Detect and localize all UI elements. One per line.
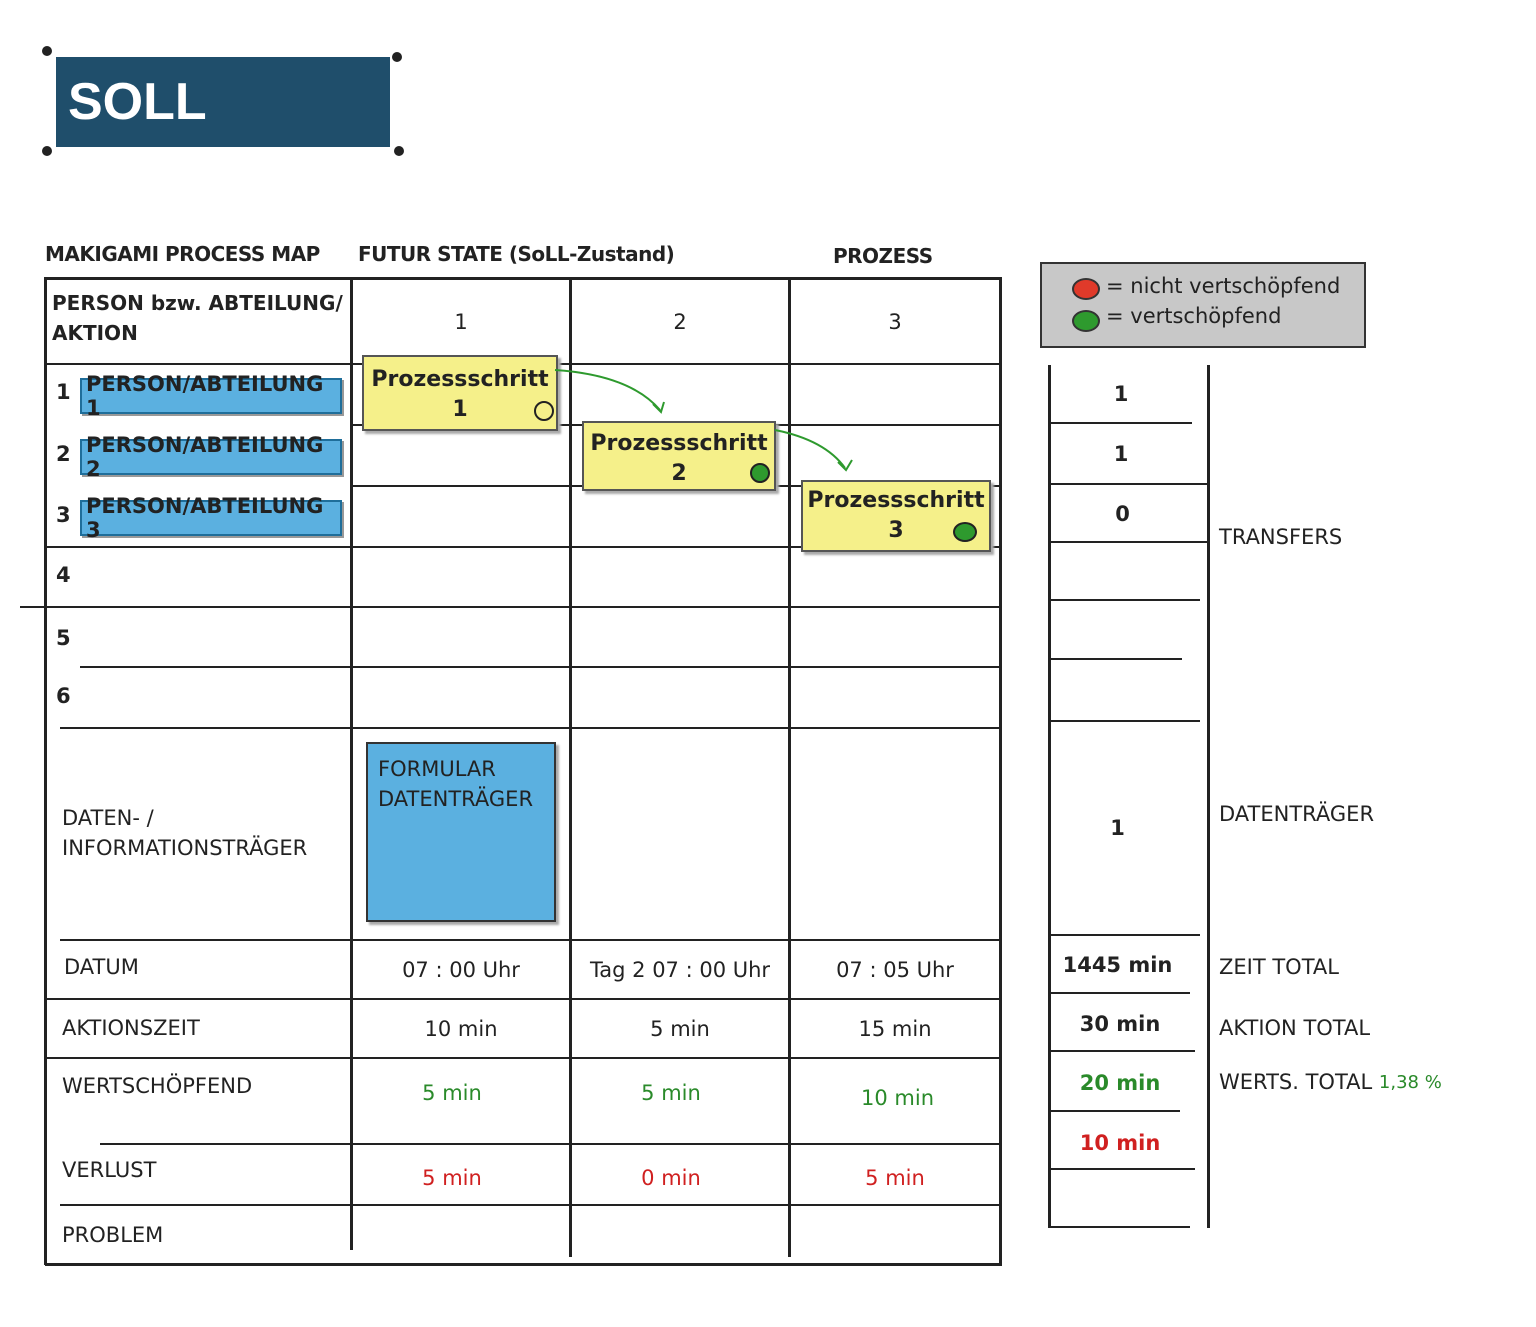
verlust-value: 5 min: [422, 1165, 482, 1190]
map-title: MAKIGAMI PROCESS MAP: [45, 242, 320, 266]
wertschoepfend-value: 5 min: [641, 1080, 701, 1105]
datum-value: 07 : 00 Uhr: [402, 957, 520, 982]
row-number: 3: [56, 503, 71, 527]
process-step-1: [362, 355, 558, 431]
legend: [1040, 262, 1366, 348]
aktionszeit-label: AKTIONSZEIT: [62, 1016, 200, 1040]
datentraeger-label: DATENTRÄGER: [1219, 802, 1375, 826]
wertschoepfend-value: 10 min: [861, 1085, 934, 1110]
arrow-step2-to-step3: [775, 430, 845, 468]
flow-arrows: [540, 360, 860, 480]
green-dot-icon: [1072, 310, 1100, 332]
column-header: 1: [454, 309, 468, 334]
step-label: Prozessschritt: [807, 488, 985, 513]
werts-percent: 1,38 %: [1378, 1071, 1442, 1093]
row-number: 5: [56, 626, 71, 650]
verlust-value: 5 min: [865, 1165, 925, 1190]
step-number: 3: [888, 518, 904, 543]
process-step-3: [801, 480, 991, 552]
state-title: FUTUR STATE (SoLL-Zustand): [358, 242, 675, 266]
aktionszeit-value: 5 min: [650, 1016, 710, 1041]
row-number: 1: [56, 380, 71, 404]
form-data-carrier-note: FORMULAR DATENTRÄGER: [366, 742, 556, 922]
aktion-total-label: AKTION TOTAL: [1219, 1016, 1371, 1040]
person-label: PERSON/ABTEILUNG 2: [80, 439, 342, 475]
row-number: 6: [56, 684, 71, 708]
zeit-total-value: 1445 min: [1062, 952, 1173, 977]
datum-value: 07 : 05 Uhr: [836, 957, 954, 982]
row-number: 4: [56, 563, 71, 587]
aktionszeit-value: 15 min: [858, 1016, 932, 1041]
step-number: 1: [452, 397, 468, 422]
werts-total-value: 20 min: [1079, 1070, 1161, 1095]
datum-value: Tag 2 07 : 00 Uhr: [589, 957, 771, 982]
arrow-step1-to-step2: [555, 370, 660, 410]
step-label: Prozessschritt: [371, 367, 549, 392]
person-label: PERSON/ABTEILUNG 3: [80, 500, 342, 536]
column-header: 2: [673, 309, 687, 334]
legend-red-label: = nicht vertschöpfend: [1106, 274, 1341, 298]
person-label: PERSON/ABTEILUNG 1: [80, 378, 342, 414]
transfer-value: 0: [1115, 501, 1130, 526]
datum-label: DATUM: [64, 955, 139, 979]
process-title: PROZESS: [833, 244, 933, 268]
green-circle-icon: [953, 522, 977, 542]
wertschoepfend-value: 5 min: [422, 1080, 482, 1105]
data-carrier-label: DATEN- / INFORMATIONSTRÄGER: [62, 806, 308, 860]
corner-label: PERSON bzw. ABTEILUNG/ AKTION: [52, 291, 343, 345]
transfers-label: TRANSFERS: [1219, 525, 1343, 549]
aktionszeit-value: 10 min: [424, 1016, 498, 1041]
werts-total-text: WERTS. TOTAL: [1219, 1070, 1373, 1094]
aktion-total-value: 30 min: [1079, 1011, 1161, 1036]
page-title: SOLL: [56, 57, 390, 147]
legend-green-label: = vertschöpfend: [1106, 304, 1282, 328]
step-number: 2: [671, 461, 687, 486]
pin-icon: [42, 46, 52, 56]
verlust-value: 0 min: [641, 1165, 701, 1190]
pin-icon: [392, 52, 402, 62]
pin-icon: [42, 146, 52, 156]
datentraeger-value: 1: [1110, 815, 1125, 840]
row-number: 2: [56, 442, 71, 466]
werts-total-label: [1219, 1070, 1442, 1094]
transfer-value: 1: [1113, 442, 1129, 466]
red-dot-icon: [1072, 278, 1100, 300]
verlust-label: VERLUST: [62, 1158, 157, 1182]
zeit-total-label: ZEIT TOTAL: [1219, 955, 1339, 979]
pin-icon: [394, 146, 404, 156]
verlust-total-value: 10 min: [1079, 1130, 1161, 1155]
transfer-value: 1: [1113, 382, 1129, 406]
column-header: 3: [888, 309, 902, 334]
wertschoepfend-label: WERTSCHÖPFEND: [62, 1074, 253, 1098]
step-label: Prozessschritt: [590, 431, 768, 456]
problem-label: PROBLEM: [62, 1223, 164, 1247]
